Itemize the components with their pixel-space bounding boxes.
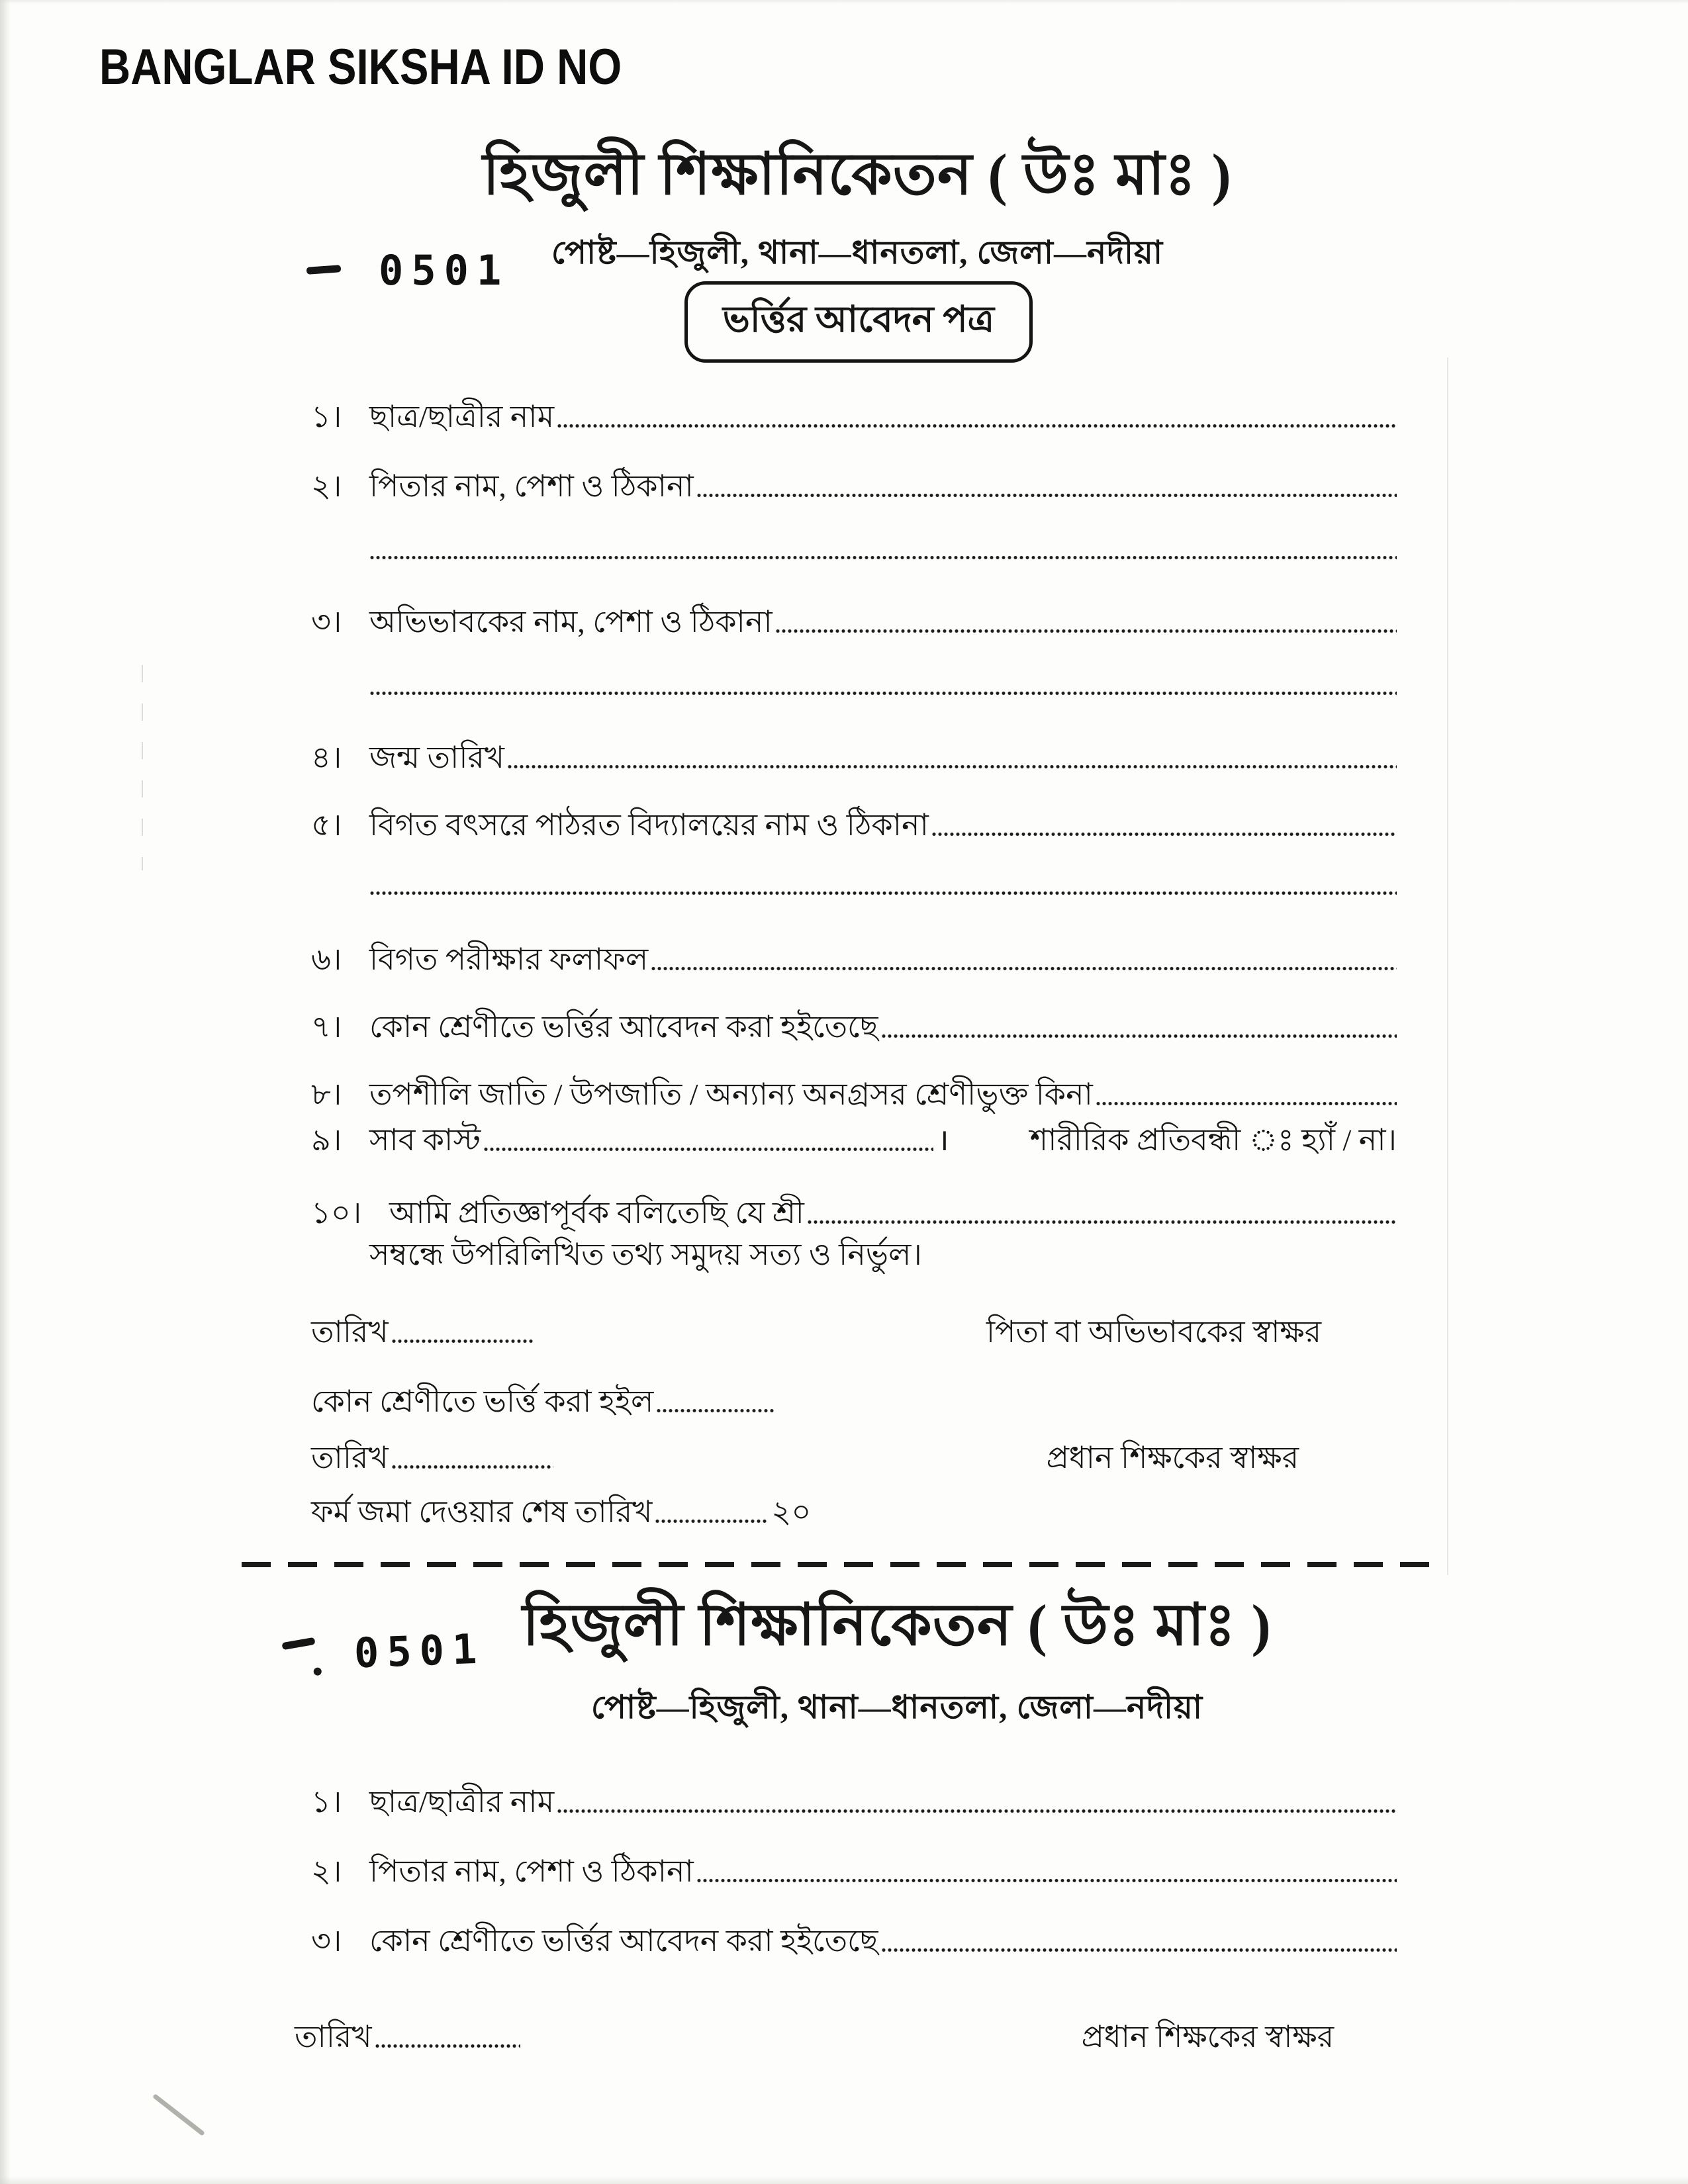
form-item-row-9 <box>311 1114 1397 1158</box>
item-number: ১০। <box>311 1196 362 1230</box>
form-title-text: ভর্ত্তির আবেদন পত্র <box>722 299 995 340</box>
dotted-fill-line <box>881 1947 1397 1953</box>
dotted-fill-line <box>881 1033 1397 1039</box>
slip-school-name-heading: হিজুলী শিক্ষানিকেতন ( উঃ মাঃ ) <box>522 1594 1272 1658</box>
scan-artifact-vertical-line <box>1447 357 1448 1575</box>
slip-item-row-3 <box>311 1915 1397 1958</box>
admitted-class-label: কোন শ্রেণীতে ভর্ত্তি করা হইল <box>311 1385 654 1419</box>
form-item-row-4 <box>311 731 1397 775</box>
item-number: ২। <box>311 1854 342 1889</box>
scan-edge-shading-bottom <box>0 2176 1688 2184</box>
item-number: ৯। <box>311 1123 342 1158</box>
slip-item-row-1 <box>311 1776 1397 1819</box>
item-number: ৮। <box>311 1077 342 1112</box>
declaration-second-line: সম্বন্ধে উপরিলিখিত তথ্য সমুদয় সত্য ও নির্ভুল। <box>369 1238 922 1271</box>
slip-serial-number-stamp: 0501 <box>353 1624 486 1678</box>
serial-number-stamp: 0501 <box>379 246 510 295</box>
dotted-fill-line <box>656 1408 775 1414</box>
item-label: ছাত্র/ছাত্রীর নাম <box>369 1785 555 1819</box>
item-number: ১। <box>311 400 342 434</box>
dotted-fill-line <box>696 1878 1397 1884</box>
headmaster-signature-label: প্রধান শিক্ষকের স্বাক্ষর <box>1046 1441 1299 1475</box>
dotted-fill-line <box>775 628 1397 634</box>
scan-edge-shading-top <box>0 0 1688 4</box>
dotted-fill-line <box>651 966 1397 972</box>
form-item-row-3 <box>311 596 1397 639</box>
dotted-fill-line <box>507 764 1397 770</box>
school-address-line: পোষ্ট—হিজুলী, থানা—ধানতলা, জেলা—নদীয়া <box>551 234 1164 271</box>
item-number: ৬। <box>311 942 342 977</box>
date-label: তারিখ <box>311 1315 389 1349</box>
banglar-siksha-id-label: BANGLAR SIKSHA ID NO <box>99 39 622 95</box>
dotted-fill-line <box>1096 1101 1397 1107</box>
dotted-fill-line <box>557 423 1397 429</box>
slip-school-address-line: পোষ্ট—হিজুলী, থানা—ধানতলা, জেলা—নদীয়া <box>590 1689 1203 1725</box>
physically-challenged-label: শারীরিক প্রতিবন্ধী ঃ হ্যাঁ / না। <box>1029 1123 1397 1158</box>
dotted-fill-line <box>375 2043 520 2049</box>
form-item-row-6 <box>311 933 1397 977</box>
slip-item-row-2 <box>311 1845 1397 1889</box>
item-label: কোন শ্রেণীতে ভর্ত্তির আবেদন করা হইতেছে <box>369 1924 878 1958</box>
date-guardian-sign-row <box>311 1306 1397 1349</box>
item-label: কোন শ্রেণীতে ভর্ত্তির আবেদন করা হইতেছে <box>369 1010 878 1044</box>
form-item-row-5 <box>311 799 1397 842</box>
deadline-label: ফর্ম জমা দেওয়ার শেষ তারিখ <box>311 1495 653 1529</box>
item-label: সাব কাস্ট <box>369 1123 481 1158</box>
form-item-row-1 <box>311 390 1397 434</box>
dotted-fill-line <box>391 1464 553 1470</box>
item-number: ৩। <box>311 605 342 639</box>
item-label: অভিভাবকের নাম, পেশা ও ঠিকানা <box>369 605 773 639</box>
item-number: ৫। <box>311 808 342 842</box>
form-item-row-7 <box>311 1001 1397 1044</box>
form-deadline-row <box>311 1486 1397 1529</box>
date-head-sign-row <box>311 1432 1397 1475</box>
item-label: বিগত পরীক্ষার ফলাফল <box>369 942 649 977</box>
dotted-fill-line <box>483 1146 933 1152</box>
dotted-fill-line <box>807 1219 1397 1225</box>
deadline-year-suffix: ২০ <box>771 1495 812 1529</box>
item-label: পিতার নাম, পেশা ও ঠিকানা <box>369 469 694 504</box>
slip-date-head-sign-row <box>295 2011 1397 2054</box>
line-end-danda: । <box>937 1123 949 1158</box>
dotted-continuation-line <box>369 555 1397 561</box>
dotted-continuation-line <box>369 690 1397 696</box>
dotted-fill-line <box>391 1338 534 1344</box>
item-number: ২। <box>311 469 342 504</box>
item-label: তপশীলি জাতি / উপজাতি / অন্যান্য অনগ্রসর শ্রেণীভুক্ত কিনা <box>369 1077 1093 1112</box>
form-title-box <box>684 281 1033 363</box>
scan-edge-shading-left <box>0 0 11 2184</box>
dotted-continuation-line <box>369 890 1397 896</box>
guardian-signature-label: পিতা বা অভিভাবকের স্বাক্ষর <box>986 1315 1321 1349</box>
item-label: জন্ম তারিখ <box>369 741 504 775</box>
item-label: বিগত বৎসরে পাঠরত বিদ্যালয়ের নাম ও ঠিকানা <box>369 808 929 842</box>
headmaster-signature-label: প্রধান শিক্ষকের স্বাক্ষর <box>1081 2020 1334 2054</box>
date-label: তারিখ <box>311 1441 389 1475</box>
dotted-fill-line <box>557 1808 1397 1814</box>
item-number: ১। <box>311 1785 342 1819</box>
item-number: ৭। <box>311 1010 342 1044</box>
admitted-class-row <box>311 1375 1397 1419</box>
date-label: তারিখ <box>295 2020 372 2054</box>
dotted-fill-line <box>931 831 1397 837</box>
scan-artifact-fold-line <box>142 665 143 870</box>
item-label: ছাত্র/ছাত্রীর নাম <box>369 400 555 434</box>
form-item-row-8 <box>311 1068 1397 1112</box>
item-number: ৩। <box>311 1924 342 1958</box>
dotted-fill-line <box>655 1518 767 1524</box>
school-name-heading: হিজুলী শিক্ষানিকেতন ( উঃ মাঃ ) <box>483 143 1232 207</box>
form-item-row-10 <box>311 1187 1397 1230</box>
dotted-fill-line <box>696 492 1397 498</box>
form-item-row-2 <box>311 460 1397 504</box>
tear-off-dashed-separator <box>242 1562 1443 1567</box>
item-label: পিতার নাম, পেশা ও ঠিকানা <box>369 1854 694 1889</box>
item-label: আমি প্রতিজ্ঞাপূর্বক বলিতেছি যে শ্রী <box>389 1196 804 1230</box>
scan-artifact-pen-mark <box>152 2093 205 2136</box>
item-number: ৪। <box>311 741 342 775</box>
